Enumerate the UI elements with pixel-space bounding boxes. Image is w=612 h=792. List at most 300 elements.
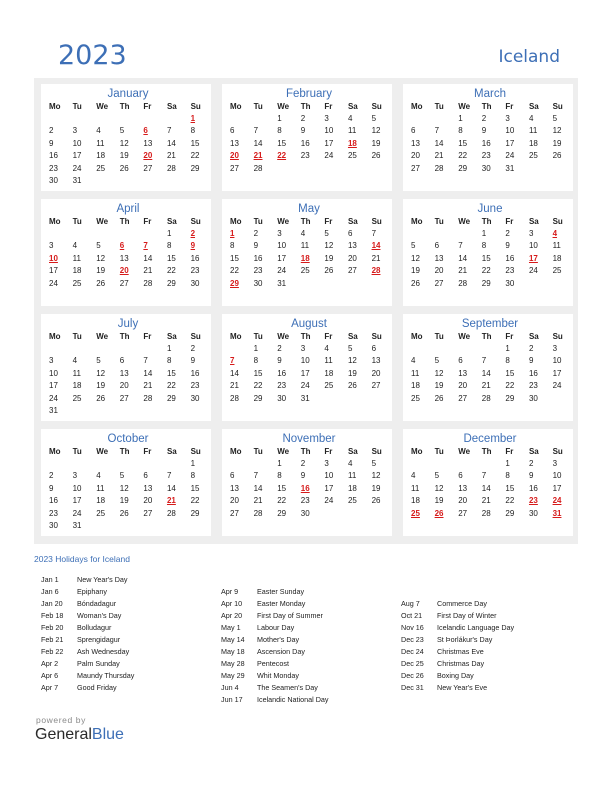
day-cell[interactable]: 21 xyxy=(143,381,153,391)
day-cell[interactable]: 16 xyxy=(505,253,515,263)
day-cell[interactable]: 2 xyxy=(528,344,534,353)
day-cell[interactable]: 13 xyxy=(371,356,381,366)
day-cell[interactable]: 23 xyxy=(190,266,200,276)
day-cell[interactable]: 27 xyxy=(119,278,129,288)
day-cell[interactable]: 4 xyxy=(347,459,353,468)
day-cell[interactable]: 24 xyxy=(300,381,310,391)
day-cell[interactable]: 28 xyxy=(143,393,153,403)
holiday-day-cell[interactable]: 14 xyxy=(371,241,381,251)
day-cell[interactable]: 7 xyxy=(166,471,172,481)
day-cell[interactable]: 12 xyxy=(371,471,381,481)
holiday-day-cell[interactable]: 20 xyxy=(143,151,153,161)
day-cell[interactable]: 25 xyxy=(411,393,420,403)
day-cell[interactable]: 7 xyxy=(434,126,440,136)
day-cell[interactable]: 25 xyxy=(96,508,106,518)
day-cell[interactable]: 30 xyxy=(505,278,515,288)
day-cell[interactable]: 8 xyxy=(277,471,282,481)
day-cell[interactable]: 28 xyxy=(481,393,491,403)
day-cell[interactable]: 31 xyxy=(72,175,82,185)
day-cell[interactable]: 8 xyxy=(505,471,510,481)
day-cell[interactable]: 11 xyxy=(324,356,333,366)
day-cell[interactable]: 24 xyxy=(72,163,82,173)
day-cell[interactable]: 28 xyxy=(166,508,176,518)
day-cell[interactable]: 26 xyxy=(371,151,381,161)
day-cell[interactable]: 3 xyxy=(300,344,306,353)
holiday-day-cell[interactable]: 2 xyxy=(190,229,196,238)
day-cell[interactable]: 31 xyxy=(277,278,287,288)
day-cell[interactable]: 12 xyxy=(552,126,562,136)
day-cell[interactable]: 18 xyxy=(411,496,420,506)
day-cell[interactable]: 11 xyxy=(347,126,357,136)
day-cell[interactable]: 24 xyxy=(49,278,58,288)
day-cell[interactable]: 17 xyxy=(72,151,82,161)
day-cell[interactable]: 5 xyxy=(96,241,101,251)
day-cell[interactable]: 29 xyxy=(505,508,515,518)
day-cell[interactable]: 16 xyxy=(481,138,491,148)
day-cell[interactable]: 23 xyxy=(49,508,58,518)
day-cell[interactable]: 6 xyxy=(434,241,440,251)
day-cell[interactable]: 11 xyxy=(96,138,105,148)
holiday-day-cell[interactable]: 18 xyxy=(347,138,357,148)
day-cell[interactable]: 17 xyxy=(505,138,515,148)
day-cell[interactable]: 26 xyxy=(119,163,129,173)
day-cell[interactable]: 15 xyxy=(190,483,200,493)
day-cell[interactable]: 12 xyxy=(434,483,444,493)
day-cell[interactable]: 26 xyxy=(411,278,420,288)
day-cell[interactable]: 4 xyxy=(528,114,534,123)
day-cell[interactable]: 11 xyxy=(552,241,561,251)
day-cell[interactable]: 24 xyxy=(324,496,334,506)
day-cell[interactable]: 10 xyxy=(300,356,310,366)
day-cell[interactable]: 23 xyxy=(300,151,310,161)
day-cell[interactable]: 14 xyxy=(434,138,444,148)
day-cell[interactable]: 30 xyxy=(49,175,58,185)
holiday-day-cell[interactable]: 20 xyxy=(230,151,239,161)
day-cell[interactable]: 30 xyxy=(277,393,287,403)
day-cell[interactable]: 5 xyxy=(324,229,329,238)
day-cell[interactable]: 28 xyxy=(230,393,239,403)
day-cell[interactable]: 24 xyxy=(552,381,562,391)
day-cell[interactable]: 30 xyxy=(190,393,200,403)
day-cell[interactable]: 7 xyxy=(481,471,487,481)
day-cell[interactable]: 5 xyxy=(552,114,558,123)
day-cell[interactable]: 1 xyxy=(277,459,282,468)
day-cell[interactable]: 1 xyxy=(166,344,172,353)
day-cell[interactable]: 4 xyxy=(411,356,416,366)
day-cell[interactable]: 7 xyxy=(253,471,259,481)
day-cell[interactable]: 25 xyxy=(347,496,357,506)
day-cell[interactable]: 3 xyxy=(324,459,329,468)
day-cell[interactable]: 7 xyxy=(481,356,487,366)
day-cell[interactable]: 13 xyxy=(119,253,129,263)
day-cell[interactable]: 6 xyxy=(411,126,416,136)
day-cell[interactable]: 23 xyxy=(505,266,515,276)
day-cell[interactable]: 12 xyxy=(434,368,444,378)
day-cell[interactable]: 7 xyxy=(253,126,259,136)
holiday-day-cell[interactable]: 4 xyxy=(552,229,558,238)
day-cell[interactable]: 4 xyxy=(300,229,306,238)
day-cell[interactable]: 12 xyxy=(119,483,129,493)
day-cell[interactable]: 12 xyxy=(324,241,334,251)
day-cell[interactable]: 3 xyxy=(324,114,329,123)
day-cell[interactable]: 14 xyxy=(481,483,491,493)
day-cell[interactable]: 9 xyxy=(528,471,534,481)
day-cell[interactable]: 5 xyxy=(434,471,440,481)
holiday-day-cell[interactable]: 7 xyxy=(143,241,148,251)
day-cell[interactable]: 29 xyxy=(481,278,491,288)
day-cell[interactable]: 13 xyxy=(411,138,420,148)
day-cell[interactable]: 9 xyxy=(300,471,306,481)
day-cell[interactable]: 23 xyxy=(277,381,287,391)
brand-logo[interactable] xyxy=(35,726,124,744)
day-cell[interactable]: 16 xyxy=(190,368,200,378)
day-cell[interactable]: 12 xyxy=(96,253,106,263)
day-cell[interactable]: 22 xyxy=(505,381,515,391)
day-cell[interactable]: 28 xyxy=(434,163,444,173)
day-cell[interactable]: 31 xyxy=(49,405,58,415)
day-cell[interactable]: 28 xyxy=(166,163,176,173)
day-cell[interactable]: 16 xyxy=(528,483,538,493)
day-cell[interactable]: 5 xyxy=(119,126,125,136)
day-cell[interactable]: 23 xyxy=(300,496,310,506)
holiday-day-cell[interactable]: 17 xyxy=(528,253,538,263)
day-cell[interactable]: 14 xyxy=(230,368,239,378)
day-cell[interactable]: 26 xyxy=(552,151,562,161)
day-cell[interactable]: 25 xyxy=(347,151,357,161)
day-cell[interactable]: 16 xyxy=(190,253,200,263)
day-cell[interactable]: 18 xyxy=(411,381,420,391)
day-cell[interactable]: 18 xyxy=(324,368,334,378)
day-cell[interactable]: 28 xyxy=(253,508,263,518)
day-cell[interactable]: 10 xyxy=(528,241,538,251)
day-cell[interactable]: 18 xyxy=(552,253,562,263)
day-cell[interactable]: 3 xyxy=(552,344,558,353)
day-cell[interactable]: 11 xyxy=(411,483,420,493)
day-cell[interactable]: 6 xyxy=(371,344,377,353)
day-cell[interactable]: 21 xyxy=(481,496,491,506)
day-cell[interactable]: 19 xyxy=(434,496,444,506)
day-cell[interactable]: 22 xyxy=(190,496,200,506)
day-cell[interactable]: 30 xyxy=(253,278,263,288)
day-cell[interactable]: 30 xyxy=(481,163,491,173)
day-cell[interactable]: 2 xyxy=(49,126,54,136)
day-cell[interactable]: 2 xyxy=(190,344,196,353)
day-cell[interactable]: 13 xyxy=(143,483,153,493)
day-cell[interactable]: 11 xyxy=(347,471,357,481)
day-cell[interactable]: 27 xyxy=(458,393,468,403)
day-cell[interactable]: 9 xyxy=(190,356,196,366)
day-cell[interactable]: 28 xyxy=(253,163,263,173)
day-cell[interactable]: 11 xyxy=(72,368,81,378)
day-cell[interactable]: 30 xyxy=(190,278,200,288)
day-cell[interactable]: 20 xyxy=(434,266,444,276)
day-cell[interactable]: 9 xyxy=(481,126,487,136)
day-cell[interactable]: 23 xyxy=(253,266,263,276)
day-cell[interactable]: 22 xyxy=(253,381,263,391)
day-cell[interactable]: 14 xyxy=(253,138,263,148)
day-cell[interactable]: 20 xyxy=(230,496,239,506)
day-cell[interactable]: 23 xyxy=(49,163,58,173)
day-cell[interactable]: 18 xyxy=(72,381,82,391)
holiday-day-cell[interactable]: 1 xyxy=(190,114,196,123)
day-cell[interactable]: 8 xyxy=(190,471,196,481)
day-cell[interactable]: 14 xyxy=(458,253,468,263)
day-cell[interactable]: 24 xyxy=(505,151,515,161)
day-cell[interactable]: 9 xyxy=(253,241,259,251)
day-cell[interactable]: 3 xyxy=(49,356,54,366)
day-cell[interactable]: 17 xyxy=(300,368,310,378)
day-cell[interactable]: 20 xyxy=(143,496,153,506)
day-cell[interactable]: 14 xyxy=(166,483,176,493)
day-cell[interactable]: 24 xyxy=(528,266,538,276)
day-cell[interactable]: 27 xyxy=(230,163,239,173)
day-cell[interactable]: 30 xyxy=(49,520,58,530)
day-cell[interactable]: 8 xyxy=(166,356,172,366)
day-cell[interactable]: 19 xyxy=(96,266,106,276)
day-cell[interactable]: 5 xyxy=(411,241,416,251)
day-cell[interactable]: 17 xyxy=(49,266,58,276)
holiday-day-cell[interactable]: 6 xyxy=(143,126,148,136)
holiday-day-cell[interactable]: 22 xyxy=(277,151,287,161)
day-cell[interactable]: 14 xyxy=(481,368,491,378)
day-cell[interactable]: 10 xyxy=(72,483,82,493)
day-cell[interactable]: 3 xyxy=(552,459,558,468)
day-cell[interactable]: 30 xyxy=(300,508,310,518)
day-cell[interactable]: 17 xyxy=(72,496,82,506)
day-cell[interactable]: 22 xyxy=(458,151,468,161)
day-cell[interactable]: 13 xyxy=(230,138,239,148)
day-cell[interactable]: 18 xyxy=(96,496,106,506)
day-cell[interactable]: 22 xyxy=(277,496,287,506)
day-cell[interactable]: 9 xyxy=(505,241,510,251)
day-cell[interactable]: 7 xyxy=(143,356,148,366)
day-cell[interactable]: 15 xyxy=(481,253,491,263)
day-cell[interactable]: 6 xyxy=(458,471,463,481)
day-cell[interactable]: 8 xyxy=(458,126,463,136)
holiday-day-cell[interactable]: 31 xyxy=(552,508,562,518)
day-cell[interactable]: 26 xyxy=(371,496,381,506)
day-cell[interactable]: 31 xyxy=(300,393,310,403)
day-cell[interactable]: 20 xyxy=(458,381,468,391)
day-cell[interactable]: 27 xyxy=(411,163,420,173)
day-cell[interactable]: 18 xyxy=(72,266,82,276)
day-cell[interactable]: 6 xyxy=(119,356,125,366)
day-cell[interactable]: 29 xyxy=(190,508,200,518)
day-cell[interactable]: 16 xyxy=(277,368,287,378)
day-cell[interactable]: 19 xyxy=(96,381,106,391)
day-cell[interactable]: 5 xyxy=(371,114,377,123)
day-cell[interactable]: 24 xyxy=(49,393,58,403)
day-cell[interactable]: 1 xyxy=(190,459,196,468)
day-cell[interactable]: 17 xyxy=(552,368,562,378)
day-cell[interactable]: 4 xyxy=(72,241,78,251)
day-cell[interactable]: 16 xyxy=(49,151,58,161)
day-cell[interactable]: 27 xyxy=(119,393,129,403)
day-cell[interactable]: 15 xyxy=(505,483,515,493)
day-cell[interactable]: 26 xyxy=(324,266,334,276)
day-cell[interactable]: 8 xyxy=(505,356,510,366)
day-cell[interactable]: 29 xyxy=(166,278,176,288)
day-cell[interactable]: 11 xyxy=(72,253,81,263)
day-cell[interactable]: 1 xyxy=(166,229,172,238)
day-cell[interactable]: 8 xyxy=(277,126,282,136)
day-cell[interactable]: 12 xyxy=(371,126,381,136)
day-cell[interactable]: 9 xyxy=(528,356,534,366)
day-cell[interactable]: 2 xyxy=(300,459,306,468)
day-cell[interactable]: 27 xyxy=(143,163,153,173)
day-cell[interactable]: 25 xyxy=(96,163,106,173)
day-cell[interactable]: 21 xyxy=(253,496,263,506)
day-cell[interactable]: 16 xyxy=(528,368,538,378)
day-cell[interactable]: 3 xyxy=(277,229,282,238)
day-cell[interactable]: 10 xyxy=(49,368,58,378)
day-cell[interactable]: 1 xyxy=(505,344,510,353)
day-cell[interactable]: 3 xyxy=(49,241,54,251)
holiday-day-cell[interactable]: 16 xyxy=(300,483,310,493)
day-cell[interactable]: 15 xyxy=(277,138,287,148)
day-cell[interactable]: 19 xyxy=(371,483,381,493)
day-cell[interactable]: 27 xyxy=(458,508,468,518)
day-cell[interactable]: 14 xyxy=(166,138,176,148)
day-cell[interactable]: 27 xyxy=(347,266,357,276)
day-cell[interactable]: 16 xyxy=(253,253,263,263)
day-cell[interactable]: 6 xyxy=(458,356,463,366)
day-cell[interactable]: 24 xyxy=(72,508,82,518)
day-cell[interactable]: 20 xyxy=(458,496,468,506)
day-cell[interactable]: 2 xyxy=(505,229,510,238)
day-cell[interactable]: 19 xyxy=(119,151,129,161)
day-cell[interactable]: 29 xyxy=(253,393,263,403)
day-cell[interactable]: 2 xyxy=(300,114,306,123)
day-cell[interactable]: 19 xyxy=(434,381,444,391)
day-cell[interactable]: 4 xyxy=(96,126,101,136)
day-cell[interactable]: 9 xyxy=(49,138,54,148)
day-cell[interactable]: 5 xyxy=(119,471,125,481)
day-cell[interactable]: 9 xyxy=(300,126,306,136)
day-cell[interactable]: 18 xyxy=(347,483,357,493)
day-cell[interactable]: 20 xyxy=(119,381,129,391)
day-cell[interactable]: 19 xyxy=(119,496,129,506)
day-cell[interactable]: 26 xyxy=(96,278,106,288)
day-cell[interactable]: 2 xyxy=(481,114,487,123)
day-cell[interactable]: 26 xyxy=(96,393,106,403)
day-cell[interactable]: 21 xyxy=(434,151,444,161)
day-cell[interactable]: 2 xyxy=(528,459,534,468)
holiday-day-cell[interactable]: 28 xyxy=(371,266,381,276)
day-cell[interactable]: 17 xyxy=(49,381,58,391)
day-cell[interactable]: 17 xyxy=(277,253,287,263)
day-cell[interactable]: 18 xyxy=(528,138,538,148)
day-cell[interactable]: 11 xyxy=(300,241,310,251)
holiday-day-cell[interactable]: 23 xyxy=(528,496,538,506)
day-cell[interactable]: 25 xyxy=(528,151,538,161)
day-cell[interactable]: 22 xyxy=(505,496,515,506)
day-cell[interactable]: 10 xyxy=(324,126,334,136)
day-cell[interactable]: 8 xyxy=(253,356,259,366)
day-cell[interactable]: 5 xyxy=(434,356,440,366)
day-cell[interactable]: 8 xyxy=(481,241,487,251)
day-cell[interactable]: 10 xyxy=(277,241,287,251)
day-cell[interactable]: 25 xyxy=(72,393,82,403)
day-cell[interactable]: 8 xyxy=(190,126,196,136)
day-cell[interactable]: 2 xyxy=(253,229,259,238)
holiday-day-cell[interactable]: 29 xyxy=(230,278,239,288)
day-cell[interactable]: 2 xyxy=(49,471,54,481)
day-cell[interactable]: 22 xyxy=(166,381,176,391)
day-cell[interactable]: 4 xyxy=(324,344,329,353)
day-cell[interactable]: 21 xyxy=(166,151,176,161)
day-cell[interactable]: 7 xyxy=(458,241,463,251)
holiday-day-cell[interactable]: 20 xyxy=(119,266,129,276)
day-cell[interactable]: 1 xyxy=(458,114,463,123)
day-cell[interactable]: 13 xyxy=(458,483,468,493)
holiday-day-cell[interactable]: 25 xyxy=(411,508,420,518)
day-cell[interactable]: 4 xyxy=(72,356,78,366)
day-cell[interactable]: 19 xyxy=(371,138,381,148)
day-cell[interactable]: 29 xyxy=(190,163,200,173)
day-cell[interactable]: 10 xyxy=(324,471,334,481)
day-cell[interactable]: 19 xyxy=(552,138,562,148)
day-cell[interactable]: 31 xyxy=(505,163,515,173)
day-cell[interactable]: 13 xyxy=(458,368,468,378)
day-cell[interactable]: 10 xyxy=(552,356,562,366)
holiday-day-cell[interactable]: 7 xyxy=(230,356,235,366)
day-cell[interactable]: 17 xyxy=(552,483,562,493)
day-cell[interactable]: 20 xyxy=(411,151,420,161)
day-cell[interactable]: 13 xyxy=(347,241,357,251)
day-cell[interactable]: 6 xyxy=(230,471,235,481)
day-cell[interactable]: 21 xyxy=(371,253,381,263)
day-cell[interactable]: 30 xyxy=(528,508,538,518)
holiday-day-cell[interactable]: 21 xyxy=(166,496,176,506)
day-cell[interactable]: 3 xyxy=(528,229,534,238)
holiday-day-cell[interactable]: 18 xyxy=(300,253,310,263)
day-cell[interactable]: 23 xyxy=(528,381,538,391)
day-cell[interactable]: 17 xyxy=(324,138,334,148)
day-cell[interactable]: 13 xyxy=(143,138,153,148)
day-cell[interactable]: 27 xyxy=(230,508,239,518)
day-cell[interactable]: 13 xyxy=(434,253,444,263)
day-cell[interactable]: 10 xyxy=(505,126,515,136)
day-cell[interactable]: 29 xyxy=(505,393,515,403)
day-cell[interactable]: 8 xyxy=(230,241,235,251)
day-cell[interactable]: 31 xyxy=(72,520,82,530)
day-cell[interactable]: 5 xyxy=(371,459,377,468)
day-cell[interactable]: 15 xyxy=(458,138,468,148)
day-cell[interactable]: 23 xyxy=(481,151,491,161)
day-cell[interactable]: 9 xyxy=(277,356,282,366)
holiday-day-cell[interactable]: 9 xyxy=(190,241,196,251)
day-cell[interactable]: 15 xyxy=(230,253,239,263)
day-cell[interactable]: 16 xyxy=(300,138,310,148)
day-cell[interactable]: 25 xyxy=(72,278,82,288)
day-cell[interactable]: 6 xyxy=(230,126,235,136)
day-cell[interactable]: 27 xyxy=(434,278,444,288)
day-cell[interactable]: 16 xyxy=(49,496,58,506)
day-cell[interactable]: 25 xyxy=(300,266,310,276)
day-cell[interactable]: 15 xyxy=(253,368,263,378)
day-cell[interactable]: 18 xyxy=(96,151,106,161)
day-cell[interactable]: 6 xyxy=(347,229,353,238)
day-cell[interactable]: 4 xyxy=(347,114,353,123)
holiday-day-cell[interactable]: 26 xyxy=(434,508,444,518)
day-cell[interactable]: 2 xyxy=(277,344,282,353)
day-cell[interactable]: 21 xyxy=(230,381,239,391)
day-cell[interactable]: 22 xyxy=(190,151,200,161)
day-cell[interactable]: 4 xyxy=(96,471,101,481)
day-cell[interactable]: 23 xyxy=(190,381,200,391)
day-cell[interactable]: 12 xyxy=(119,138,129,148)
